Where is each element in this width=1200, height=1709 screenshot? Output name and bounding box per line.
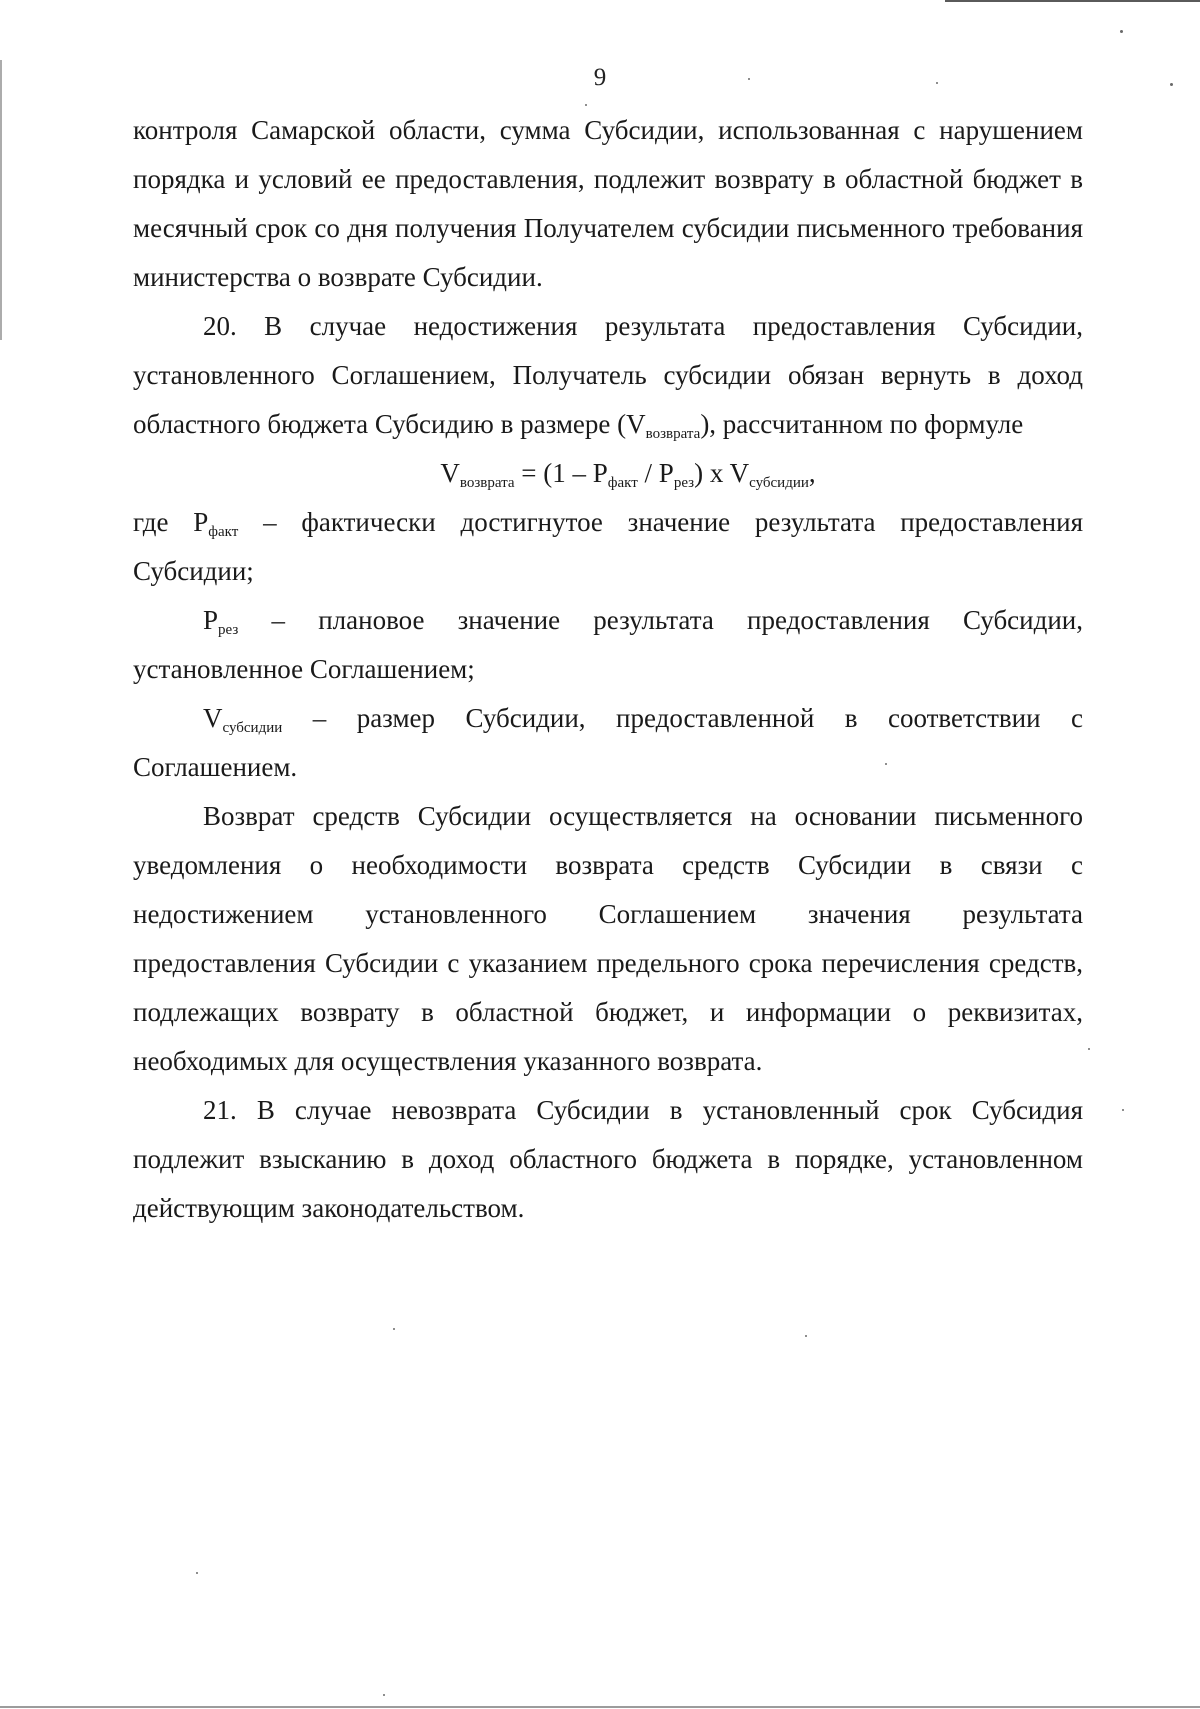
definition-symbol: где P xyxy=(133,507,209,537)
definition-text: – плановое значение результата предоставления Субсидии, установленное Соглашением; xyxy=(133,605,1083,684)
subscript: факт xyxy=(208,524,239,540)
scan-speck xyxy=(196,1572,198,1574)
scan-speck xyxy=(1122,1109,1124,1111)
subscript: факт xyxy=(607,475,638,491)
scan-bottom-edge-line xyxy=(0,1706,1200,1708)
subscript: субсидии xyxy=(222,720,283,736)
paragraph-continued: контроля Самарской области, сумма Субсидии, использованная с нарушением порядка и условий ее предоставления, подлежит возврату в областной бюджет в месячный срок со дня получения Получателем субсидии письменного требования министерства о возврате Субсидии. xyxy=(133,115,1083,292)
scan-speck xyxy=(383,1694,385,1696)
formula xyxy=(133,449,1083,498)
definition-text: – фактически достигнутое значение результата предоставления Субсидии; xyxy=(133,507,1083,586)
definition-text: – размер Субсидии, предоставленной в соответствии с Соглашением. xyxy=(133,703,1083,782)
paragraph-20 xyxy=(133,302,1083,449)
scan-top-edge-line xyxy=(945,0,1200,2)
definition-vsub xyxy=(133,694,1083,792)
formula-part: ) x V xyxy=(694,458,750,488)
definition-symbol: P xyxy=(203,605,219,635)
subscript: возврата xyxy=(645,426,701,442)
scan-speck xyxy=(1120,30,1123,33)
subscript: рез xyxy=(673,475,695,491)
formula-part: / P xyxy=(637,458,674,488)
subscript: субсидии xyxy=(749,475,809,491)
formula-part: = (1 – P xyxy=(514,458,608,488)
paragraph-return: Возврат средств Субсидии осуществляется на основании письменного уведомления о необходимости возврата средств Субсидии в связи с недостижением установленного Соглашением значения результата предоставления Субсидии с указанием предельного срока перечисления средств, подлежащих возврату в областной бюджет, и информации о реквизитах, необходимых для осуществления указанного возврата. xyxy=(133,801,1083,1076)
scan-left-edge-line xyxy=(0,60,2,340)
subscript: рез xyxy=(218,622,239,638)
scan-speck xyxy=(393,1328,395,1330)
scan-speck xyxy=(805,1335,807,1337)
formula-v: V xyxy=(440,458,460,488)
paragraph-21: 21. В случае невозврата Субсидии в установленный срок Субсидия подлежит взысканию в доход областного бюджета в порядке, установленном действующим законодательством. xyxy=(133,1095,1083,1223)
subscript: возврата xyxy=(459,475,515,491)
page-number: 9 xyxy=(593,64,607,91)
definition-pfact xyxy=(133,498,1083,596)
document-body xyxy=(133,106,1083,1233)
definition-prez xyxy=(133,596,1083,694)
formula-part: , xyxy=(808,458,816,488)
paragraph-20-text-end: ), рассчитанном по формуле xyxy=(700,409,1024,439)
scan-speck xyxy=(1088,1048,1090,1050)
definition-symbol: V xyxy=(203,703,223,733)
paragraph-20-text: 20. В случае недостижения результата предоставления Субсидии, установленного Соглашением, Получатель субсидии обязан вернуть в доход областного бюджета Субсидию в размере (V xyxy=(133,311,1083,439)
